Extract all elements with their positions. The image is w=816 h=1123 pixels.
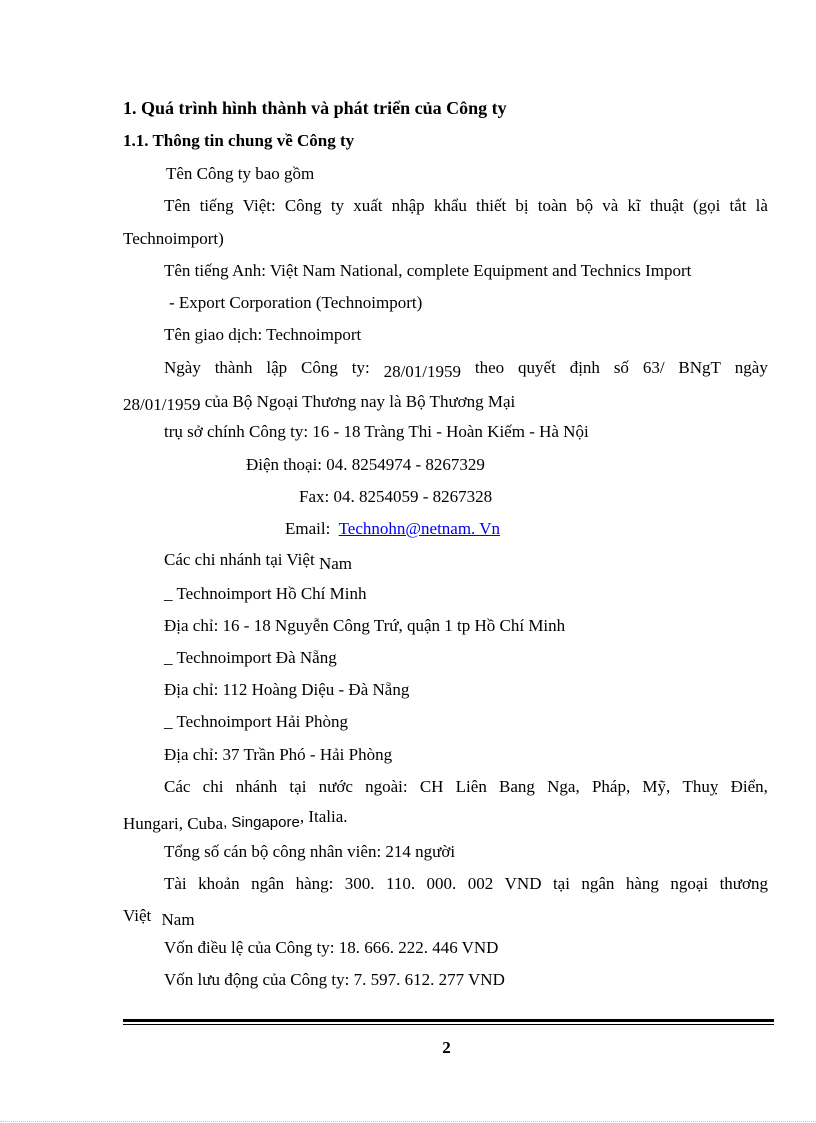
- heading-1: 1. Quá trình hình thành và phát triển của Công ty: [123, 98, 507, 118]
- branch-name-danang: _ Technoimport Đà Nẵng: [164, 648, 337, 667]
- page-number: 2: [442, 1038, 451, 1057]
- english-name-line1: Tên tiếng Anh: Việt Nam National, complete Equipment and Technics Import: [164, 261, 692, 280]
- vietnamese-name-line2: Technoimport): [123, 229, 224, 248]
- branch-address-hcm: Địa chỉ: 16 - 18 Nguyễn Công Trứ, quận 1 tp Hồ Chí Minh: [164, 616, 566, 635]
- branches-intro: Các chi nhánh tại Việt Nam: [164, 550, 352, 573]
- heading-1-1: 1.1. Thông tin chung về Công ty: [123, 131, 355, 150]
- founding-line1: Ngày thành lập Công ty: 28/01/1959 theo quyết định số 63/ BNgT ngày: [164, 358, 768, 381]
- fax: Fax: 04. 8254059 - 8267328: [299, 487, 493, 506]
- working-capital: Vốn lưu động của Công ty: 7. 597. 612. 277 VND: [164, 970, 505, 989]
- founding-line2: 28/01/1959 của Bộ Ngoại Thương nay là Bộ Thương Mại: [123, 392, 516, 414]
- staff-total: Tổng số cán bộ công nhân viên: 214 người: [164, 842, 456, 861]
- branch-address-haiphong: Địa chỉ: 37 Trần Phó - Hải Phòng: [164, 745, 393, 764]
- footer-rule-thin: [123, 1024, 774, 1025]
- page-boundary: [0, 1121, 816, 1122]
- vietnamese-name-line1: Tên tiếng Việt: Công ty xuất nhập khẩu thiết bị toàn bộ và kĩ thuật (gọi tắt là: [164, 196, 768, 215]
- branch-name-hcm: _ Technoimport Hồ Chí Minh: [164, 584, 367, 603]
- english-name-line2: - Export Corporation (Technoimport): [169, 293, 423, 312]
- headquarters: trụ sở chính Công ty: 16 - 18 Tràng Thi - Hoàn Kiếm - Hà Nội: [164, 422, 589, 441]
- bank-account-line2: Việt Nam: [123, 906, 195, 929]
- charter-capital: Vốn điều lệ của Công ty: 18. 666. 222. 446 VND: [164, 938, 499, 957]
- foreign-branches-line1: Các chi nhánh tại nước ngoài: CH Liên Bang Nga, Pháp, Mỹ, Thuỵ Điển,: [164, 777, 768, 796]
- email-label: Email:: [285, 519, 331, 538]
- bank-account-line1: Tài khoản ngân hàng: 300. 110. 000. 002 VND tại ngân hàng ngoại thương: [164, 874, 768, 893]
- company-name-intro: Tên Công ty bao gồm: [166, 164, 315, 183]
- phone: Điện thoại: 04. 8254974 - 8267329: [246, 455, 485, 474]
- branch-name-haiphong: _ Technoimport Hải Phòng: [164, 712, 349, 731]
- footer-rule: [123, 1019, 774, 1022]
- foreign-branches-line2: Hungari, Cuba, Singapore, Italia.: [123, 807, 348, 833]
- branch-address-danang: Địa chỉ: 112 Hoàng Diệu - Đà Nẵng: [164, 680, 410, 699]
- trade-name: Tên giao dịch: Technoimport: [164, 325, 362, 344]
- email-link[interactable]: Technohn@netnam. Vn: [338, 519, 501, 538]
- email: [285, 519, 500, 539]
